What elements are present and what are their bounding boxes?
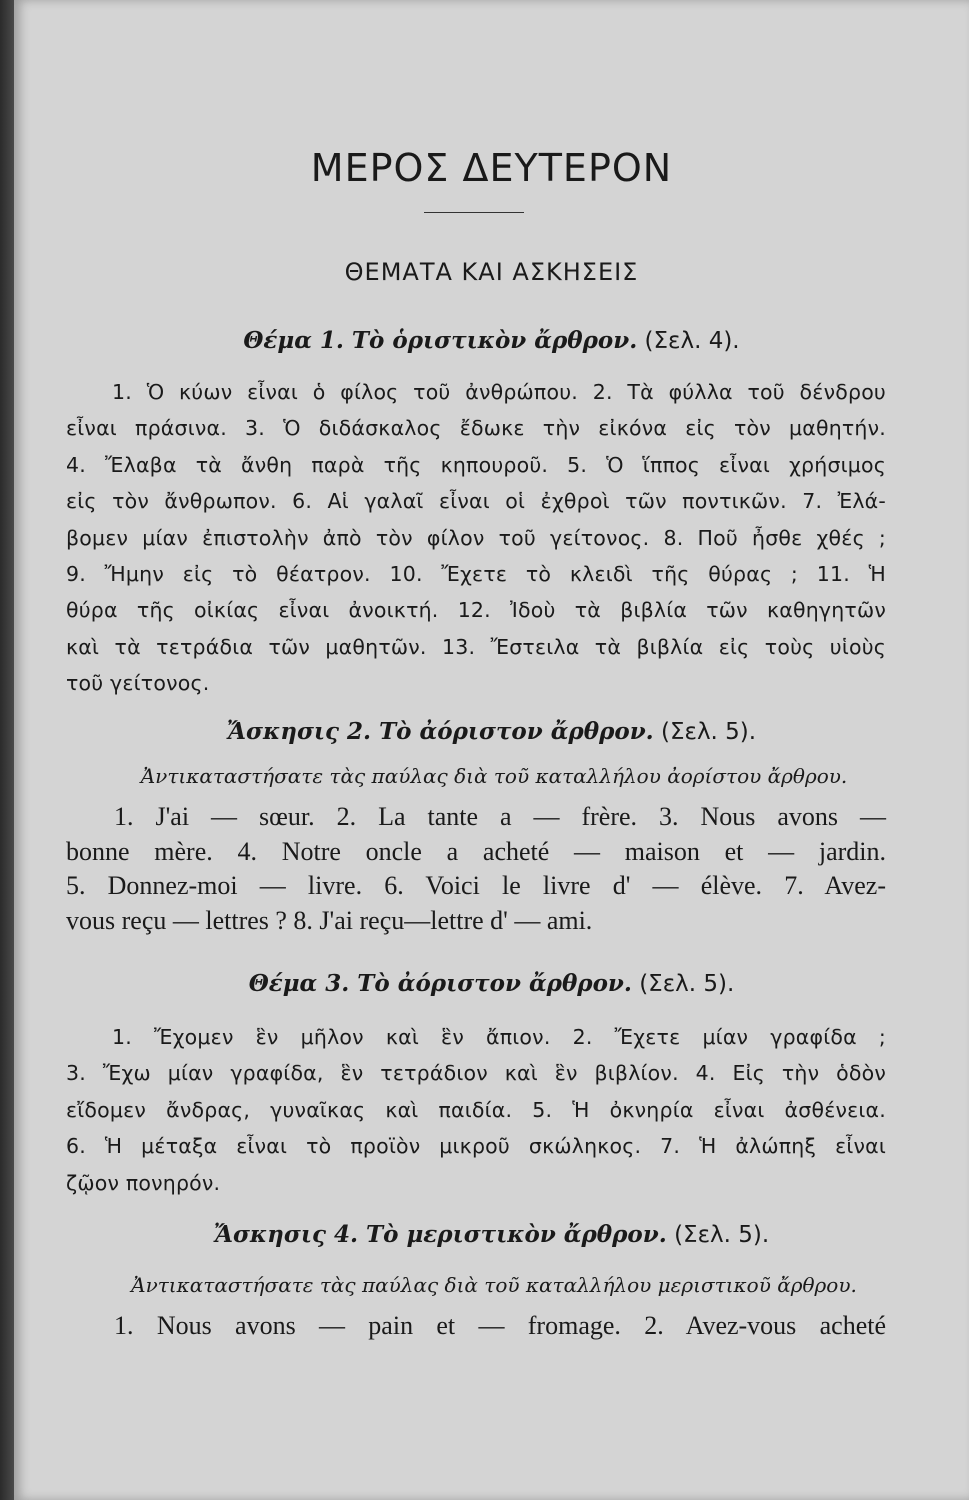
section3-heading xyxy=(14,970,969,997)
section2-ref: (Σελ. 5). xyxy=(661,719,757,745)
text-line: 1. J'ai — sœur. 2. La tante a — frère. 3. Nous avons — xyxy=(114,802,886,831)
section3-ref: (Σελ. 5). xyxy=(639,971,735,997)
text-line: 3. Ἔχω μίαν γραφίδα, ἓν τετράδιον καὶ ἓν βιβλίον. 4. Εἰς τὴν ὁδὸν xyxy=(66,1061,886,1086)
text-line: 4. Ἔλαβα τὰ ἄνθη παρὰ τῆς κηπουροῦ. 5. Ὁ ἵππος εἶναι χρήσιμος xyxy=(66,452,886,477)
section4-ref: (Σελ. 5). xyxy=(674,1222,770,1248)
section4-heading xyxy=(14,1221,969,1248)
text-line: vous reçu — lettres ? 8. J'ai reçu—lettre d' — ami. xyxy=(66,905,593,935)
text-line: 6. Ἡ μέταξα εἶναι τὸ προϊὸν μικροῦ σκώληκος. 7. Ἡ ἀλώπηξ εἶναι xyxy=(66,1134,886,1159)
text-line: 1. Nous avons — pain et — fromage. 2. Avez-vous acheté xyxy=(114,1311,886,1340)
text-line: τοῦ γείτονος. xyxy=(66,671,210,696)
section1-ref: (Σελ. 4). xyxy=(644,328,740,354)
section3-label: Θέμα 3. Τὸ ἀόριστον ἄρθρον. xyxy=(248,970,632,997)
text-line: βομεν μίαν ἐπιστολὴν ἀπὸ τὸν φίλον τοῦ γείτονος. 8. Ποῦ ἦσθε χθές ; xyxy=(66,525,886,550)
text-line: εἶναι πράσινα. 3. Ὁ διδάσκαλος ἔδωκε τὴν εἰκόνα εἰς τὸν μαθητήν. xyxy=(66,416,886,441)
book-page xyxy=(14,0,969,1500)
section4-label: Ἄσκησις 4. Τὸ μεριστικὸν ἄρθρον. xyxy=(213,1221,667,1248)
text-line: εἰς τὸν ἄνθρωπον. 6. Αἱ γαλαῖ εἶναι οἱ ἐχθροὶ τῶν ποντικῶν. 7. Ἐλά- xyxy=(66,489,886,514)
text-line: 1. Ὁ κύων εἶναι ὁ φίλος τοῦ ἀνθρώπου. 2. Τὰ φύλλα τοῦ δένδρου xyxy=(112,380,886,404)
title-divider xyxy=(424,212,524,213)
text-line: 5. Donnez-moi — livre. 6. Voici le livre d' — élève. 7. Avez- xyxy=(66,871,886,900)
section4-instruction: Ἀντικαταστήσατε τὰς παύλας διὰ τοῦ καταλλήλου μεριστικοῦ ἄρθρου. xyxy=(131,1273,857,1297)
section2-label: Ἄσκησις 2. Τὸ ἀόριστον ἄρθρον. xyxy=(226,718,654,745)
section2-instruction: Ἀντικαταστήσατε τὰς παύλας διὰ τοῦ καταλλήλου ἀορίστου ἄρθρου. xyxy=(140,764,848,788)
section1-heading xyxy=(14,327,969,354)
text-line: καὶ τὰ τετράδια τῶν μαθητῶν. 13. Ἔστειλα τὰ βιβλία εἰς τοὺς υἱοὺς xyxy=(66,634,886,659)
text-line: 9. Ἤμην εἰς τὸ θέατρον. 10. Ἔχετε τὸ κλειδὶ τῆς θύρας ; 11. Ἡ xyxy=(66,561,886,586)
text-line: 1. Ἔχομεν ἓν μῆλον καὶ ἓν ἄπιον. 2. Ἔχετε μίαν γραφίδα ; xyxy=(112,1025,886,1049)
text-line: εἴδομεν ἄνδρας, γυναῖκας καὶ παιδία. 5. Ἡ ὀκνηρία εἶναι ἀσθένεια. xyxy=(66,1097,886,1122)
text-line: ζῷον πονηρόν. xyxy=(66,1170,221,1195)
section1-label: Θέμα 1. Τὸ ὁριστικὸν ἄρθρον. xyxy=(243,327,638,354)
page-subtitle: ΘΕΜΑΤΑ ΚΑΙ ΑΣΚΗΣΕΙΣ xyxy=(344,258,639,286)
section2-text xyxy=(66,800,886,938)
page-title: ΜΕΡΟΣ ΔΕΥΤΕΡΟΝ xyxy=(310,146,673,190)
section4-text xyxy=(66,1309,886,1344)
section1-text xyxy=(66,374,886,702)
text-line: θύρα τῆς οἰκίας εἶναι ἀνοικτή. 12. Ἰδοὺ τὰ βιβλία τῶν καθηγητῶν xyxy=(66,598,886,623)
section3-text xyxy=(66,1019,886,1201)
book-spine-shadow xyxy=(0,0,14,1500)
section2-heading xyxy=(14,718,969,745)
text-line: bonne mère. 4. Notre oncle a acheté — maison et — jardin. xyxy=(66,836,886,866)
